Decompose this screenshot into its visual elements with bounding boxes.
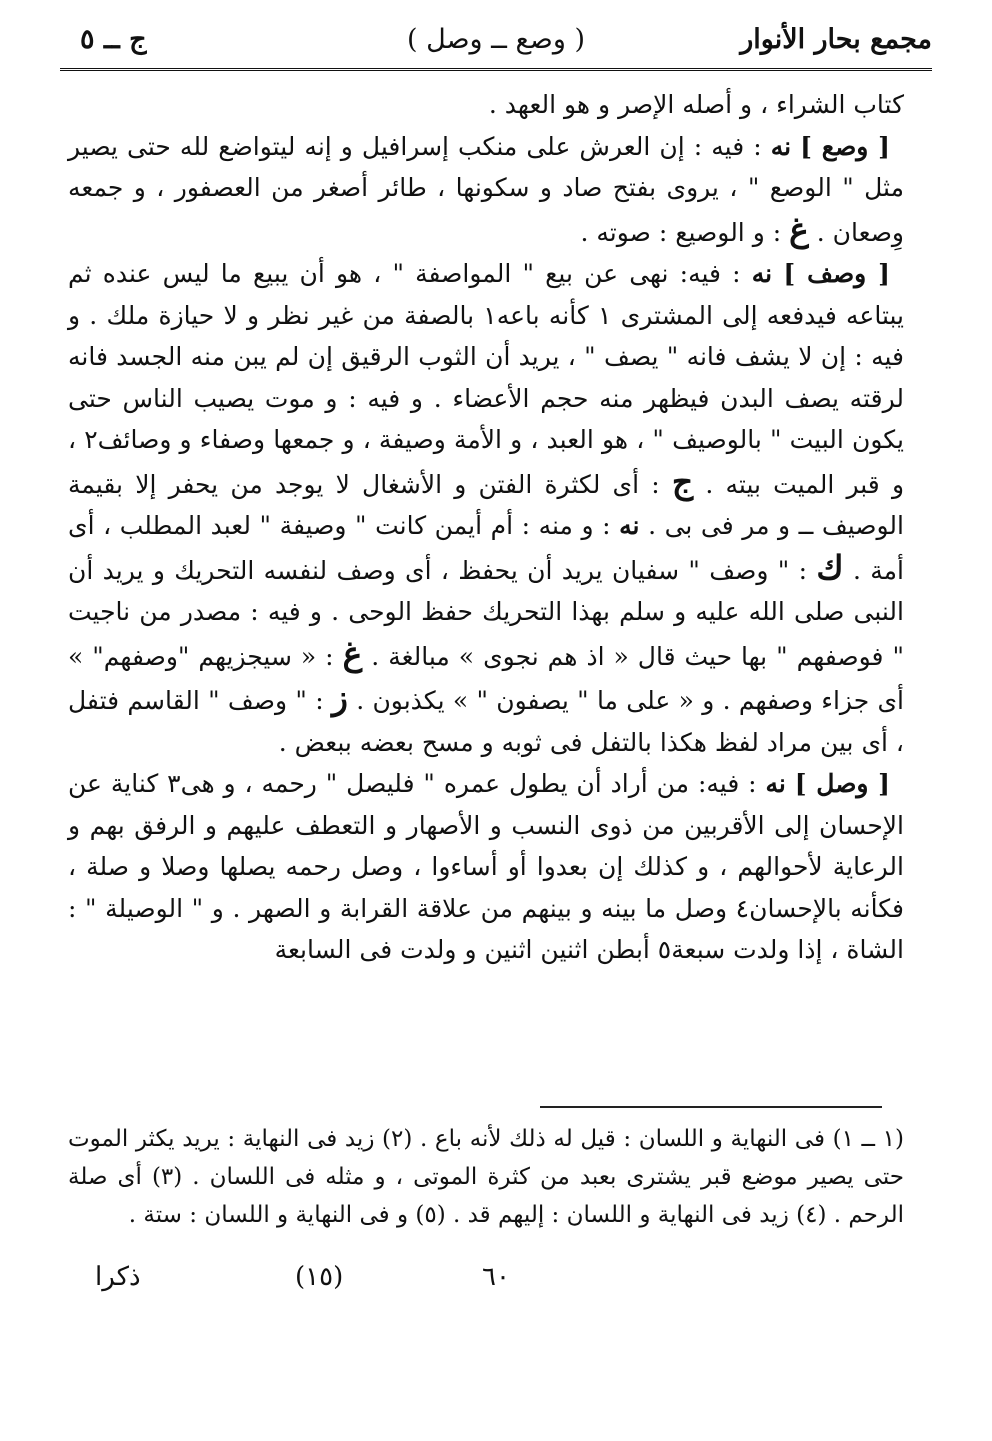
source-siglum: نه [770, 131, 792, 161]
footnote-text: (١ ــ ١) فى النهاية و اللسان : قيل له ذلك لأنه باع . (٢) زيد فى النهاية : يريد يكثر الموت حتى يصير موضع قبر يشترى بعبد من كثرة الموتى ، و مثله فى اللسان . (٣) أى صلة الرحم . (٤) زيد فى النهاية و اللسان : إليهم قد . (٥) و فى النهاية و اللسان : ستة . [68, 1126, 905, 1228]
source-siglum: غ [342, 633, 363, 673]
volume-number: ج ــ ٥ [80, 24, 147, 55]
entry-text: : فيه: من أراد أن يطول عمره " فليصل " رحمه ، و هى٣ كناية عن الإحسان إلى الأقربين من ذوى النسب و الأصهار و التعطف عليهم و الرفق بهم و الرعاية لأحوالهم ، و كذلك إن بعدوا أو أساءوا ، وصل رحمه يصلها وصلا و صلة ، فكأنه بالإحسان٤ وصل ما بينه و بينهم من علاقة القرابة و الصهر . و " الوصيلة " : الشاة ، إذا ولدت سبعة٥ أبطن اثنين اثنين و ولدت فى السابعة [68, 769, 905, 964]
entry-text: : « سيجزيهم "وصفهم" » أى جزاء وصفهم . و « على ما " يصفون " » يكذبون . [68, 641, 905, 715]
signature-mark: ذكرا [95, 1262, 141, 1292]
headword-wasl: [ وصل ] [794, 769, 890, 798]
entry-text: : و منه : أم أيمن كانت " وصيفة " لعبد المطلب ، أى أمة . [68, 511, 905, 585]
footnote-rule [540, 1106, 882, 1108]
running-head [60, 14, 932, 64]
source-siglum: نه [751, 259, 773, 288]
entry-wasa [68, 126, 904, 254]
source-siglum: غ [789, 209, 809, 249]
headword-wasf: [ وصف ] [783, 259, 890, 288]
main-text [68, 84, 904, 971]
entries-range: ( وصع ــ وصل ) [407, 24, 585, 55]
source-siglum: ز [331, 678, 348, 717]
source-siglum: نه [619, 511, 640, 540]
book-title: مجمع بحار الأنوار [740, 24, 932, 55]
source-siglum: ك [816, 547, 844, 587]
entry-wasl [68, 763, 904, 971]
entry-text: : أى لكثرة الفتن و الأشغال لا يوجد من يحفر إلا بقيمة الوصيف ــ و مر فى بى . [68, 469, 904, 540]
signature-number: (١٥) [295, 1262, 344, 1292]
source-siglum: نه [765, 769, 786, 798]
page-footer [80, 1262, 912, 1302]
entry-text: : و الوصيع : صوته . [580, 217, 782, 247]
entry-text: : فيه : إن العرش على منكب إسرافيل و إنه ليتواضع لله حتى يصير مثل " الوصع " ، يروى بفتح صاد و سكونها ، طائر أصغر من العصفور ، و جمعه وِصعان . [68, 131, 904, 247]
entry-text: : " وصف " القاسم فتفل ، أى بين مراد لفظ هكذا بالتفل فى ثوبه و مسح بعضه ببعض . [68, 686, 904, 757]
source-siglum: ج [671, 461, 694, 501]
continuation-line: كتاب الشراء ، و أصله الإصر و هو العهد . [488, 90, 904, 119]
page-number: ٦٠ [482, 1262, 510, 1292]
entry-text: : " وصف " سفيان يريد أن يحفظ ، أى وصف لنفسه التحريك و يريد أن النبى صلى الله عليه و سلم بهذا التحريك حفظ الوحى . و فيه : مصدر من ناجيت " فوصفهم " بها حيث قال « اذ هم نجوى » مبالغة . [68, 555, 904, 671]
headword-wasa: [ وصع ] [800, 131, 891, 161]
entry-text: : فيه: نهى عن بيع " المواصفة " ، هو أن يبيع ما ليس عنده ثم يبتاعه فيدفعه إلى المشترى ١ كأنه باعه١ بالصفة من غير نظر و لا حيازة ملك . و فيه : إن لا يشف فانه " يصف " ، يريد أن الثوب الرقيق إن لم يبن منه الجسد فانه لرقته يصف البدن فيظهر منه حجم الأعضاء . و فيه : و موت يصيب الناس حتى يكون البيت " بالوصيف " ، هو العبد ، و الأمة وصيفة ، و جمعها وصفاء و وصائف٢ ، و قبر الميت بيته . [68, 259, 905, 499]
footnotes [68, 1120, 904, 1234]
header-rule [60, 68, 932, 74]
entry-wasf [68, 253, 904, 763]
